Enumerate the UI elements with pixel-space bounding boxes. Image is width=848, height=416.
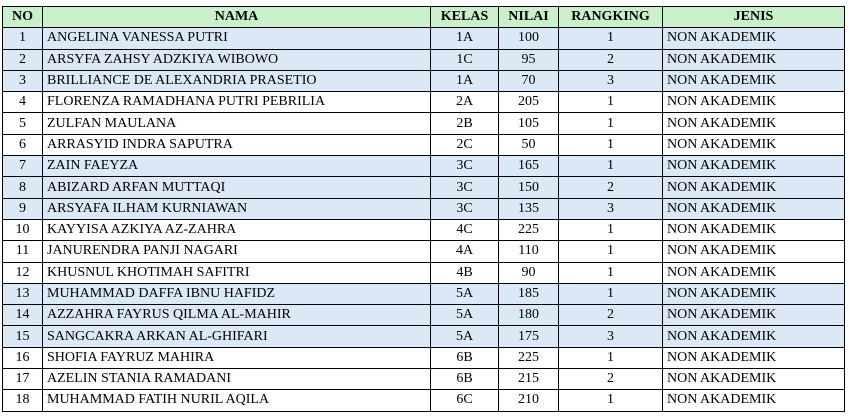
cell-nama: SHOFIA FAYRUZ MAHIRA bbox=[43, 347, 431, 368]
cell-no: 8 bbox=[3, 177, 43, 198]
header-rangking: RANGKING bbox=[559, 7, 663, 28]
table-row bbox=[3, 70, 845, 91]
cell-jenis: NON AKADEMIK bbox=[663, 283, 845, 304]
cell-no: 12 bbox=[3, 262, 43, 283]
cell-nilai: 150 bbox=[499, 177, 559, 198]
cell-kelas: 4A bbox=[431, 241, 499, 262]
header-row bbox=[3, 7, 845, 28]
table-row bbox=[3, 28, 845, 49]
table-row bbox=[3, 347, 845, 368]
cell-rangking: 2 bbox=[559, 305, 663, 326]
cell-rangking: 1 bbox=[559, 28, 663, 49]
cell-nama: ZULFAN MAULANA bbox=[43, 113, 431, 134]
cell-nilai: 110 bbox=[499, 241, 559, 262]
cell-jenis: NON AKADEMIK bbox=[663, 262, 845, 283]
table-row bbox=[3, 198, 845, 219]
cell-no: 18 bbox=[3, 390, 43, 411]
cell-jenis: NON AKADEMIK bbox=[663, 177, 845, 198]
table-row bbox=[3, 177, 845, 198]
table-row bbox=[3, 326, 845, 347]
table-row bbox=[3, 134, 845, 155]
cell-no: 14 bbox=[3, 305, 43, 326]
table-row bbox=[3, 156, 845, 177]
table-row bbox=[3, 369, 845, 390]
cell-no: 16 bbox=[3, 347, 43, 368]
cell-nilai: 105 bbox=[499, 113, 559, 134]
cell-nama: SANGCAKRA ARKAN AL-GHIFARI bbox=[43, 326, 431, 347]
cell-kelas: 3C bbox=[431, 156, 499, 177]
cell-kelas: 4C bbox=[431, 219, 499, 240]
table-row bbox=[3, 92, 845, 113]
cell-nama: ABIZARD ARFAN MUTTAQI bbox=[43, 177, 431, 198]
header-jenis: JENIS bbox=[663, 7, 845, 28]
cell-kelas: 2C bbox=[431, 134, 499, 155]
table-row bbox=[3, 283, 845, 304]
cell-kelas: 1C bbox=[431, 49, 499, 70]
table-row bbox=[3, 390, 845, 411]
table-row bbox=[3, 49, 845, 70]
cell-no: 4 bbox=[3, 92, 43, 113]
cell-no: 11 bbox=[3, 241, 43, 262]
cell-jenis: NON AKADEMIK bbox=[663, 369, 845, 390]
cell-no: 10 bbox=[3, 219, 43, 240]
header-kelas: KELAS bbox=[431, 7, 499, 28]
table-row bbox=[3, 113, 845, 134]
cell-kelas: 5A bbox=[431, 305, 499, 326]
cell-rangking: 3 bbox=[559, 198, 663, 219]
cell-jenis: NON AKADEMIK bbox=[663, 28, 845, 49]
cell-nilai: 225 bbox=[499, 347, 559, 368]
cell-nilai: 205 bbox=[499, 92, 559, 113]
cell-nama: ZAIN FAEYZA bbox=[43, 156, 431, 177]
table-body bbox=[3, 28, 845, 411]
cell-kelas: 5A bbox=[431, 283, 499, 304]
cell-rangking: 1 bbox=[559, 219, 663, 240]
cell-rangking: 1 bbox=[559, 262, 663, 283]
table-row bbox=[3, 219, 845, 240]
cell-nama: KAYYISA AZKIYA AZ-ZAHRA bbox=[43, 219, 431, 240]
cell-nama: AZELIN STANIA RAMADANI bbox=[43, 369, 431, 390]
cell-jenis: NON AKADEMIK bbox=[663, 134, 845, 155]
cell-jenis: NON AKADEMIK bbox=[663, 305, 845, 326]
cell-nilai: 95 bbox=[499, 49, 559, 70]
cell-kelas: 6C bbox=[431, 390, 499, 411]
cell-rangking: 1 bbox=[559, 347, 663, 368]
cell-kelas: 6B bbox=[431, 369, 499, 390]
cell-nama: MUHAMMAD FATIH NURIL AQILA bbox=[43, 390, 431, 411]
cell-rangking: 3 bbox=[559, 326, 663, 347]
cell-rangking: 1 bbox=[559, 113, 663, 134]
cell-nilai: 100 bbox=[499, 28, 559, 49]
cell-jenis: NON AKADEMIK bbox=[663, 198, 845, 219]
cell-rangking: 2 bbox=[559, 369, 663, 390]
cell-rangking: 2 bbox=[559, 177, 663, 198]
cell-jenis: NON AKADEMIK bbox=[663, 347, 845, 368]
table-row bbox=[3, 305, 845, 326]
cell-jenis: NON AKADEMIK bbox=[663, 70, 845, 91]
cell-jenis: NON AKADEMIK bbox=[663, 390, 845, 411]
cell-nama: FLORENZA RAMADHANA PUTRI PEBRILIA bbox=[43, 92, 431, 113]
cell-rangking: 1 bbox=[559, 283, 663, 304]
cell-no: 1 bbox=[3, 28, 43, 49]
header-nilai: NILAI bbox=[499, 7, 559, 28]
header-no: NO bbox=[3, 7, 43, 28]
cell-nama: AZZAHRA FAYRUS QILMA AL-MAHIR bbox=[43, 305, 431, 326]
cell-jenis: NON AKADEMIK bbox=[663, 49, 845, 70]
cell-no: 6 bbox=[3, 134, 43, 155]
cell-rangking: 2 bbox=[559, 49, 663, 70]
cell-nilai: 185 bbox=[499, 283, 559, 304]
cell-nilai: 175 bbox=[499, 326, 559, 347]
cell-no: 7 bbox=[3, 156, 43, 177]
header-nama: NAMA bbox=[43, 7, 431, 28]
cell-nama: MUHAMMAD DAFFA IBNU HAFIDZ bbox=[43, 283, 431, 304]
cell-nilai: 70 bbox=[499, 70, 559, 91]
cell-no: 9 bbox=[3, 198, 43, 219]
cell-nilai: 165 bbox=[499, 156, 559, 177]
cell-nilai: 90 bbox=[499, 262, 559, 283]
cell-nama: JANURENDRA PANJI NAGARI bbox=[43, 241, 431, 262]
cell-kelas: 3C bbox=[431, 198, 499, 219]
cell-rangking: 1 bbox=[559, 241, 663, 262]
cell-jenis: NON AKADEMIK bbox=[663, 156, 845, 177]
cell-kelas: 2A bbox=[431, 92, 499, 113]
cell-nama: KHUSNUL KHOTIMAH SAFITRI bbox=[43, 262, 431, 283]
ranking-table bbox=[2, 6, 845, 412]
cell-nilai: 210 bbox=[499, 390, 559, 411]
cell-rangking: 1 bbox=[559, 156, 663, 177]
cell-kelas: 1A bbox=[431, 70, 499, 91]
cell-no: 5 bbox=[3, 113, 43, 134]
cell-no: 2 bbox=[3, 49, 43, 70]
cell-nilai: 225 bbox=[499, 219, 559, 240]
cell-no: 15 bbox=[3, 326, 43, 347]
cell-jenis: NON AKADEMIK bbox=[663, 241, 845, 262]
cell-rangking: 1 bbox=[559, 134, 663, 155]
cell-jenis: NON AKADEMIK bbox=[663, 326, 845, 347]
cell-kelas: 2B bbox=[431, 113, 499, 134]
cell-no: 17 bbox=[3, 369, 43, 390]
cell-nama: ARRASYID INDRA SAPUTRA bbox=[43, 134, 431, 155]
cell-kelas: 3C bbox=[431, 177, 499, 198]
cell-rangking: 3 bbox=[559, 70, 663, 91]
cell-jenis: NON AKADEMIK bbox=[663, 92, 845, 113]
cell-jenis: NON AKADEMIK bbox=[663, 219, 845, 240]
cell-jenis: NON AKADEMIK bbox=[663, 113, 845, 134]
cell-kelas: 6B bbox=[431, 347, 499, 368]
cell-nilai: 135 bbox=[499, 198, 559, 219]
cell-nama: ANGELINA VANESSA PUTRI bbox=[43, 28, 431, 49]
cell-no: 13 bbox=[3, 283, 43, 304]
cell-rangking: 1 bbox=[559, 390, 663, 411]
cell-nilai: 215 bbox=[499, 369, 559, 390]
cell-no: 3 bbox=[3, 70, 43, 91]
table-row bbox=[3, 262, 845, 283]
table-row bbox=[3, 241, 845, 262]
cell-rangking: 1 bbox=[559, 92, 663, 113]
cell-kelas: 4B bbox=[431, 262, 499, 283]
cell-nama: ARSYAFA ILHAM KURNIAWAN bbox=[43, 198, 431, 219]
cell-nama: ARSYFA ZAHSY ADZKIYA WIBOWO bbox=[43, 49, 431, 70]
cell-nilai: 180 bbox=[499, 305, 559, 326]
cell-kelas: 1A bbox=[431, 28, 499, 49]
cell-kelas: 5A bbox=[431, 326, 499, 347]
cell-nama: BRILLIANCE DE ALEXANDRIA PRASETIO bbox=[43, 70, 431, 91]
cell-nilai: 50 bbox=[499, 134, 559, 155]
